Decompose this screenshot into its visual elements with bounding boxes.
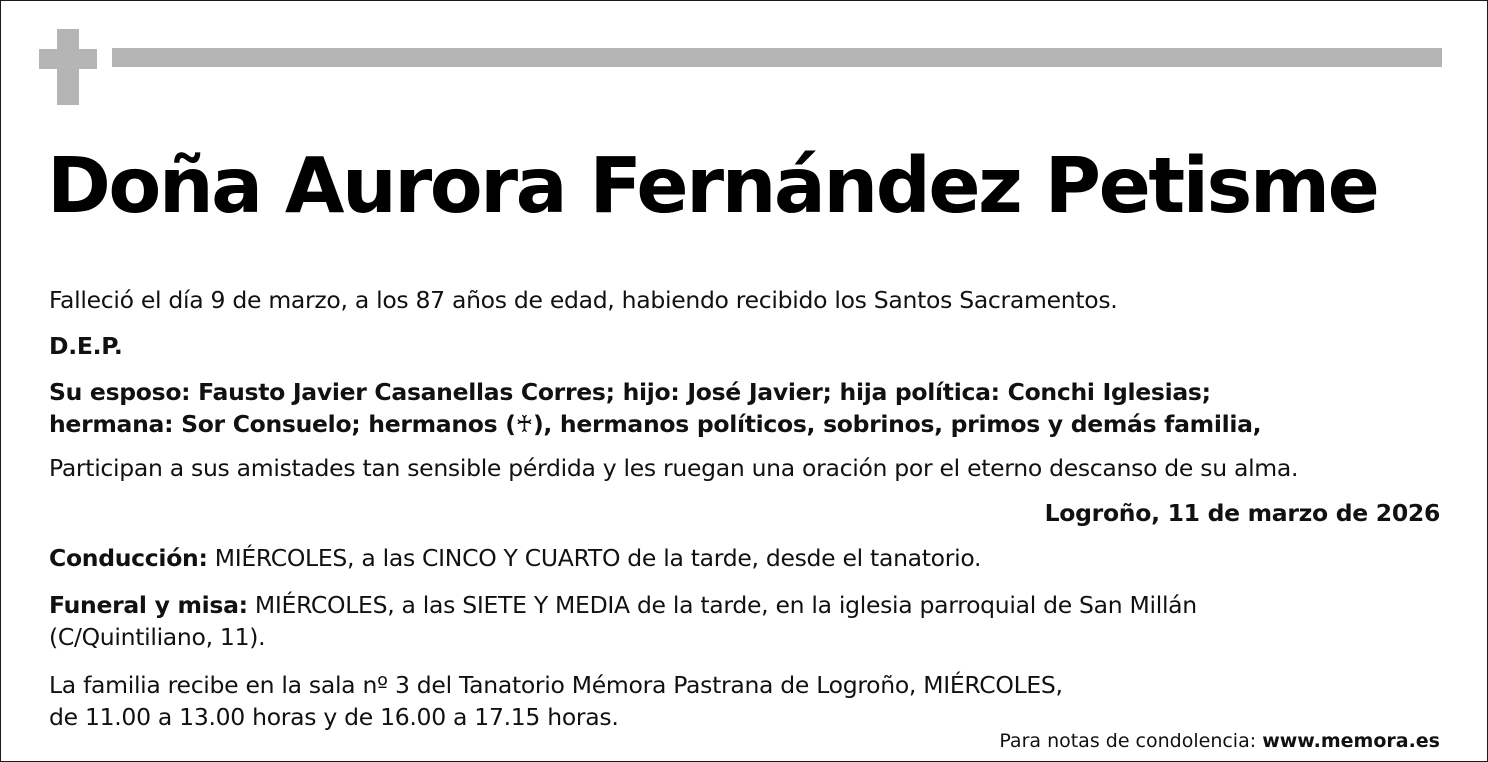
funeral-info <box>49 591 1444 620</box>
funeral-text: MIÉRCOLES, a las SIETE Y MEDIA de la tarde, en la iglesia parroquial de San Millán <box>247 591 1197 619</box>
thanks-message: Participan a sus amistades tan sensible pérdida y les ruegan una oración por el eterno descanso de su alma. <box>49 454 1299 482</box>
deceased-name: Doña Aurora Fernández Petisme <box>47 142 1378 231</box>
family-line-2-start: hermana: Sor Consuelo; hermanos ( <box>49 410 516 438</box>
deceased-cross-icon: ♰ <box>515 410 533 438</box>
conduction-info <box>49 544 1444 573</box>
place-and-date: Logroño, 11 de marzo de 2026 <box>1044 499 1440 527</box>
cross-icon <box>39 29 97 105</box>
death-announcement: Falleció el día 9 de marzo, a los 87 años de edad, habiendo recibido los Santos Sacramentos. <box>49 286 1118 314</box>
condolence-note <box>999 727 1440 755</box>
wake-info-line-1: La familia recibe en la sala nº 3 del Tanatorio Mémora Pastrana de Logroño, MIÉRCOLES, <box>49 671 1063 699</box>
family-line-2 <box>49 410 1444 439</box>
condolence-website-link[interactable]: www.memora.es <box>1262 730 1440 752</box>
header-rule <box>112 48 1442 67</box>
family-line-1: Su esposo: Fausto Javier Casanellas Corres; hijo: José Javier; hija política: Conchi Iglesias; <box>49 378 1211 406</box>
condolence-label: Para notas de condolencia: <box>999 730 1263 752</box>
conduction-text: MIÉRCOLES, a las CINCO Y CUARTO de la tarde, desde el tanatorio. <box>207 544 982 572</box>
conduction-label: Conducción: <box>49 544 208 572</box>
funeral-address: (C/Quintiliano, 11). <box>49 623 266 651</box>
family-line-2-end: ), hermanos políticos, sobrinos, primos y demás familia, <box>532 410 1262 438</box>
wake-info-line-2: de 11.00 a 13.00 horas y de 16.00 a 17.15 horas. <box>49 703 619 731</box>
funeral-label: Funeral y misa: <box>49 591 248 619</box>
dep-label: D.E.P. <box>49 332 123 360</box>
cross-icon-horizontal-bar <box>39 49 97 69</box>
